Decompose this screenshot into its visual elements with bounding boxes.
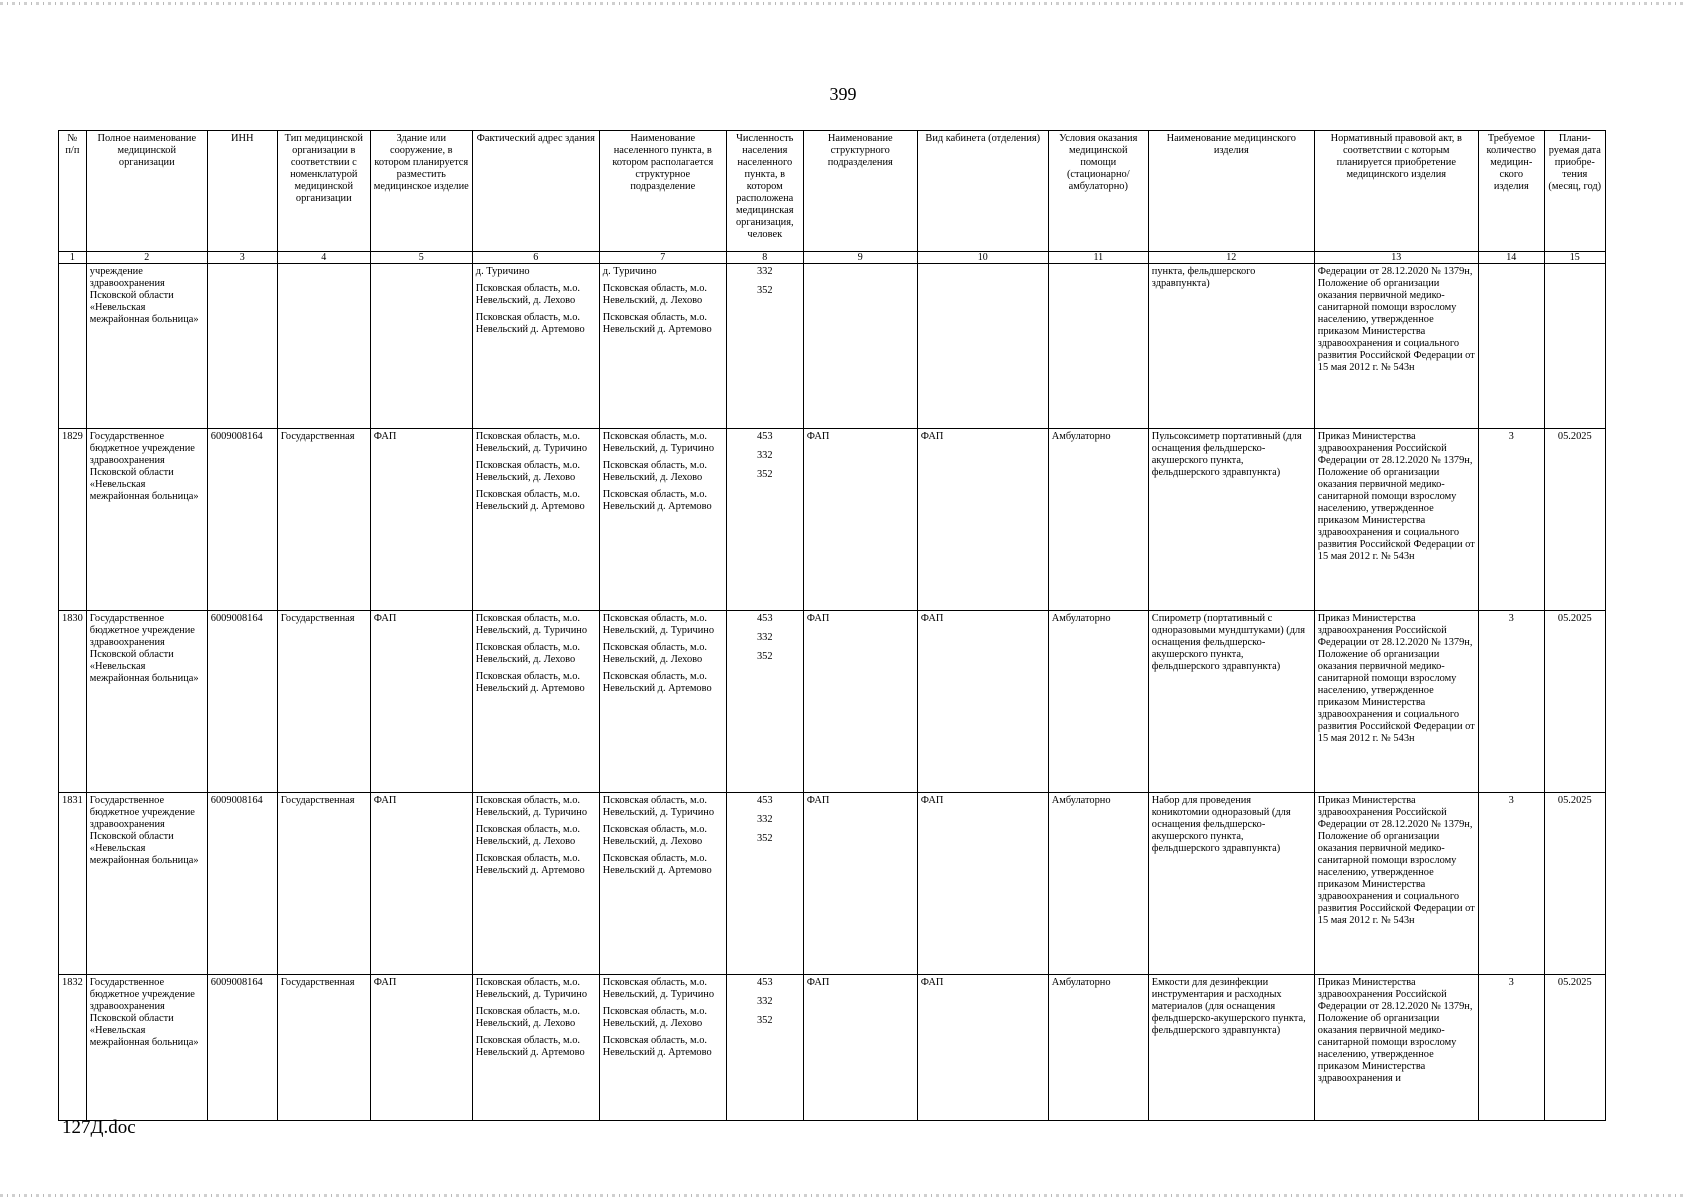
settlement-cell: [599, 793, 726, 975]
equipment-table: [58, 130, 1606, 1121]
org-cell: Государственное бюджетное учреждение здравоохранения Псковской области «Невельская межрайонная больница»: [86, 975, 207, 1121]
address-line: Псковская область, м.о. Невельский, д. Лехово: [475, 824, 581, 847]
address-cell: [472, 429, 599, 611]
column-number: 9: [803, 252, 917, 264]
org-cell: Государственное бюджетное учреждение здравоохранения Псковской области «Невельская межрайонная больница»: [86, 611, 207, 793]
address-line: Псковская область, м.о. Невельский д. Артемово: [475, 312, 585, 335]
column-number: 6: [472, 252, 599, 264]
settlement-line: Псковская область, м.о. Невельский д. Артемово: [602, 1035, 712, 1058]
date-cell: 05.2025: [1544, 429, 1605, 611]
population-cell: [726, 793, 803, 975]
date-cell: 05.2025: [1544, 975, 1605, 1121]
org-cell: учреждение здравоохранения Псковской области «Невельская межрайонная больница»: [86, 264, 207, 429]
building-cell: ФАП: [370, 429, 472, 611]
population-value: 332: [756, 996, 773, 1007]
header-cell: Фактический адрес здания: [472, 131, 599, 252]
settlement-line: Псковская область, м.о. Невельский д. Артемово: [602, 489, 712, 512]
unit-cell: ФАП: [803, 975, 917, 1121]
header-cell: № п/п: [59, 131, 87, 252]
settlement-line: д. Туричино: [602, 266, 657, 277]
scan-edge-bottom: [0, 1194, 1686, 1197]
population-value: 332: [756, 632, 773, 643]
address-line: Псковская область, м.о. Невельский, д. Лехово: [475, 460, 581, 483]
page-number: 399: [829, 84, 857, 104]
header-cell: Тип медицинской организации в соответствии с номенклатурой медицинской организации: [277, 131, 370, 252]
address-cell: [472, 611, 599, 793]
address-line: Псковская область, м.о. Невельский д. Артемово: [475, 489, 585, 512]
device-cell: Спирометр (портативный с одноразовыми мундштуками) (для оснащения фельдшерско-акушерского пункта, фельдшерского здравпункта): [1148, 611, 1314, 793]
inn-cell: 6009008164: [207, 975, 277, 1121]
population-value: 352: [756, 469, 773, 480]
population-cell: [726, 264, 803, 429]
address-line: Псковская область, м.о. Невельский, д. Туричино: [475, 977, 588, 1000]
column-number: 8: [726, 252, 803, 264]
qty-cell: 3: [1478, 611, 1544, 793]
act-cell: Приказ Министерства здравоохранения Российской Федерации от 28.12.2020 № 1379н, Положение об организации оказания первичной медико-санитарной помощи взрослому населению, утвержденное приказом Министерства здравоохранения и социального развития Российской Федерации от 15 мая 2012 г. № 543н: [1314, 793, 1478, 975]
date-cell: 05.2025: [1544, 611, 1605, 793]
date-cell: [1544, 264, 1605, 429]
org-cell: Государственное бюджетное учреждение здравоохранения Псковской области «Невельская межрайонная больница»: [86, 793, 207, 975]
header-cell: Наименование медицинского изделия: [1148, 131, 1314, 252]
settlement-line: Псковская область, м.о. Невельский, д. Лехово: [602, 1006, 708, 1029]
type-cell: Государственная: [277, 429, 370, 611]
address-cell: [472, 793, 599, 975]
unit-cell: ФАП: [803, 429, 917, 611]
act-cell: Федерации от 28.12.2020 № 1379н, Положение об организации оказания первичной медико-санитарной помощи взрослому населению, утвержденное приказом Министерства здравоохранения и социального развития Российской Федерации от 15 мая 2012 г. № 543н: [1314, 264, 1478, 429]
table-row: [59, 793, 1606, 975]
device-cell: Пульсоксиметр портативный (для оснащения фельдшерско-акушерского пункта, фельдшерского здравпункта): [1148, 429, 1314, 611]
settlement-cell: [599, 975, 726, 1121]
building-cell: ФАП: [370, 611, 472, 793]
settlement-line: Псковская область, м.о. Невельский, д. Туричино: [602, 795, 715, 818]
address-line: Псковская область, м.о. Невельский, д. Лехово: [475, 1006, 581, 1029]
table-row-continued: [59, 264, 1606, 429]
act-cell: Приказ Министерства здравоохранения Российской Федерации от 28.12.2020 № 1379н, Положение об организации оказания первичной медико-санитарной помощи взрослому населению, утвержденное приказом Министерства здравоохранения и социального развития Российской Федерации от 15 мая 2012 г. № 543н: [1314, 429, 1478, 611]
cabinet-cell: ФАП: [917, 793, 1048, 975]
header-cell: Условия оказания медицинской помощи (стационарно/ амбулаторно): [1048, 131, 1148, 252]
column-number: 4: [277, 252, 370, 264]
qty-cell: [1478, 264, 1544, 429]
population-value: 453: [756, 795, 773, 806]
unit-cell: [803, 264, 917, 429]
settlement-line: Псковская область, м.о. Невельский д. Артемово: [602, 312, 712, 335]
settlement-line: Псковская область, м.о. Невельский, д. Лехово: [602, 642, 708, 665]
address-cell: [472, 975, 599, 1121]
header-cell: Нормативный правовой акт, в соответствии с которым планируется приобретение медицинского изделия: [1314, 131, 1478, 252]
date-cell: 05.2025: [1544, 793, 1605, 975]
address-cell: [472, 264, 599, 429]
column-number: 5: [370, 252, 472, 264]
population-value: 453: [756, 613, 773, 624]
address-line: Псковская область, м.о. Невельский д. Артемово: [475, 853, 585, 876]
building-cell: [370, 264, 472, 429]
device-cell: Набор для проведения коникотомии одноразовый (для оснащения фельдшерско-акушерского пункта, фельдшерского здравпункта): [1148, 793, 1314, 975]
org-cell: Государственное бюджетное учреждение здравоохранения Псковской области «Невельская межрайонная больница»: [86, 429, 207, 611]
unit-cell: ФАП: [803, 611, 917, 793]
cabinet-cell: ФАП: [917, 429, 1048, 611]
settlement-line: Псковская область, м.о. Невельский, д. Туричино: [602, 613, 715, 636]
column-number: 10: [917, 252, 1048, 264]
population-value: 332: [756, 450, 773, 461]
num-cell: 1830: [59, 611, 87, 793]
cabinet-cell: ФАП: [917, 975, 1048, 1121]
column-number-row: [59, 252, 1606, 264]
population-value: 332: [756, 814, 773, 825]
num-cell: 1831: [59, 793, 87, 975]
conditions-cell: [1048, 264, 1148, 429]
settlement-line: Псковская область, м.о. Невельский д. Артемово: [602, 671, 712, 694]
header-cell: Требуемое количество медицин-ского изделия: [1478, 131, 1544, 252]
conditions-cell: Амбулаторно: [1048, 429, 1148, 611]
column-number: 2: [86, 252, 207, 264]
population-value: 352: [756, 651, 773, 662]
header-cell: Наименование населенного пункта, в котором располагается структурное подразделение: [599, 131, 726, 252]
act-cell: Приказ Министерства здравоохранения Российской Федерации от 28.12.2020 № 1379н, Положение об организации оказания первичной медико-санитарной помощи взрослому населению, утвержденное приказом Министерства здравоохранения и социального развития Российской Федерации от 15 мая 2012 г. № 543н: [1314, 611, 1478, 793]
header-cell: Численность населения населенного пункта, в котором расположена медицинская организация, человек: [726, 131, 803, 252]
address-line: Псковская область, м.о. Невельский, д. Лехово: [475, 642, 581, 665]
column-number: 1: [59, 252, 87, 264]
population-value: 352: [756, 833, 773, 844]
inn-cell: [207, 264, 277, 429]
conditions-cell: Амбулаторно: [1048, 975, 1148, 1121]
population-value: 332: [756, 266, 773, 277]
address-line: д. Туричино: [475, 266, 530, 277]
device-cell: пункта, фельдшерского здравпункта): [1148, 264, 1314, 429]
cabinet-cell: [917, 264, 1048, 429]
population-value: 453: [756, 977, 773, 988]
header-cell: Наименование структурного подразделения: [803, 131, 917, 252]
building-cell: ФАП: [370, 793, 472, 975]
column-number: 3: [207, 252, 277, 264]
inn-cell: 6009008164: [207, 611, 277, 793]
header-cell: Вид кабинета (отделения): [917, 131, 1048, 252]
type-cell: Государственная: [277, 611, 370, 793]
population-cell: [726, 975, 803, 1121]
qty-cell: 3: [1478, 975, 1544, 1121]
address-line: Псковская область, м.о. Невельский, д. Лехово: [475, 283, 581, 306]
inn-cell: 6009008164: [207, 429, 277, 611]
address-line: Псковская область, м.о. Невельский, д. Туричино: [475, 431, 588, 454]
settlement-line: Псковская область, м.о. Невельский, д. Лехово: [602, 283, 708, 306]
table-row: [59, 611, 1606, 793]
footer-filename: 127Д.doc: [62, 1117, 136, 1138]
building-cell: ФАП: [370, 975, 472, 1121]
inn-cell: 6009008164: [207, 793, 277, 975]
act-cell: Приказ Министерства здравоохранения Российской Федерации от 28.12.2020 № 1379н, Положение об организации оказания первичной медико-санитарной помощи взрослому населению, утвержденное приказом Министерства здравоохранения и: [1314, 975, 1478, 1121]
qty-cell: 3: [1478, 793, 1544, 975]
population-value: 453: [756, 431, 773, 442]
population-cell: [726, 611, 803, 793]
column-number: 14: [1478, 252, 1544, 264]
population-cell: [726, 429, 803, 611]
cabinet-cell: ФАП: [917, 611, 1048, 793]
population-value: 352: [756, 1015, 773, 1026]
conditions-cell: Амбулаторно: [1048, 611, 1148, 793]
column-number: 15: [1544, 252, 1605, 264]
conditions-cell: Амбулаторно: [1048, 793, 1148, 975]
column-number: 12: [1148, 252, 1314, 264]
num-cell: [59, 264, 87, 429]
table-row: [59, 975, 1606, 1121]
header-cell: Полное наименование медицинской организации: [86, 131, 207, 252]
column-number: 13: [1314, 252, 1478, 264]
settlement-line: Псковская область, м.о. Невельский д. Артемово: [602, 853, 712, 876]
header-cell: Плани-руемая дата приобре-тения (месяц, год): [1544, 131, 1605, 252]
column-number: 11: [1048, 252, 1148, 264]
type-cell: [277, 264, 370, 429]
num-cell: 1829: [59, 429, 87, 611]
population-value: 352: [756, 285, 773, 296]
settlement-line: Псковская область, м.о. Невельский, д. Лехово: [602, 460, 708, 483]
settlement-line: Псковская область, м.о. Невельский, д. Туричино: [602, 977, 715, 1000]
address-line: Псковская область, м.о. Невельский д. Артемово: [475, 671, 585, 694]
type-cell: Государственная: [277, 793, 370, 975]
address-line: Псковская область, м.о. Невельский, д. Туричино: [475, 613, 588, 636]
header-row: [59, 131, 1606, 252]
settlement-line: Псковская область, м.о. Невельский, д. Туричино: [602, 431, 715, 454]
header-cell: ИНН: [207, 131, 277, 252]
header-cell: Здание или сооружение, в котором планируется разместить медицинское изделие: [370, 131, 472, 252]
device-cell: Емкости для дезинфекции инструментария и расходных материалов (для оснащения фельдшерско-акушерского пункта, фельдшерского здравпункта): [1148, 975, 1314, 1121]
scan-edge-top: [0, 2, 1686, 5]
settlement-cell: [599, 429, 726, 611]
num-cell: 1832: [59, 975, 87, 1121]
settlement-cell: [599, 264, 726, 429]
qty-cell: 3: [1478, 429, 1544, 611]
settlement-cell: [599, 611, 726, 793]
settlement-line: Псковская область, м.о. Невельский, д. Лехово: [602, 824, 708, 847]
unit-cell: ФАП: [803, 793, 917, 975]
table-row: [59, 429, 1606, 611]
column-number: 7: [599, 252, 726, 264]
address-line: Псковская область, м.о. Невельский д. Артемово: [475, 1035, 585, 1058]
address-line: Псковская область, м.о. Невельский, д. Туричино: [475, 795, 588, 818]
type-cell: Государственная: [277, 975, 370, 1121]
